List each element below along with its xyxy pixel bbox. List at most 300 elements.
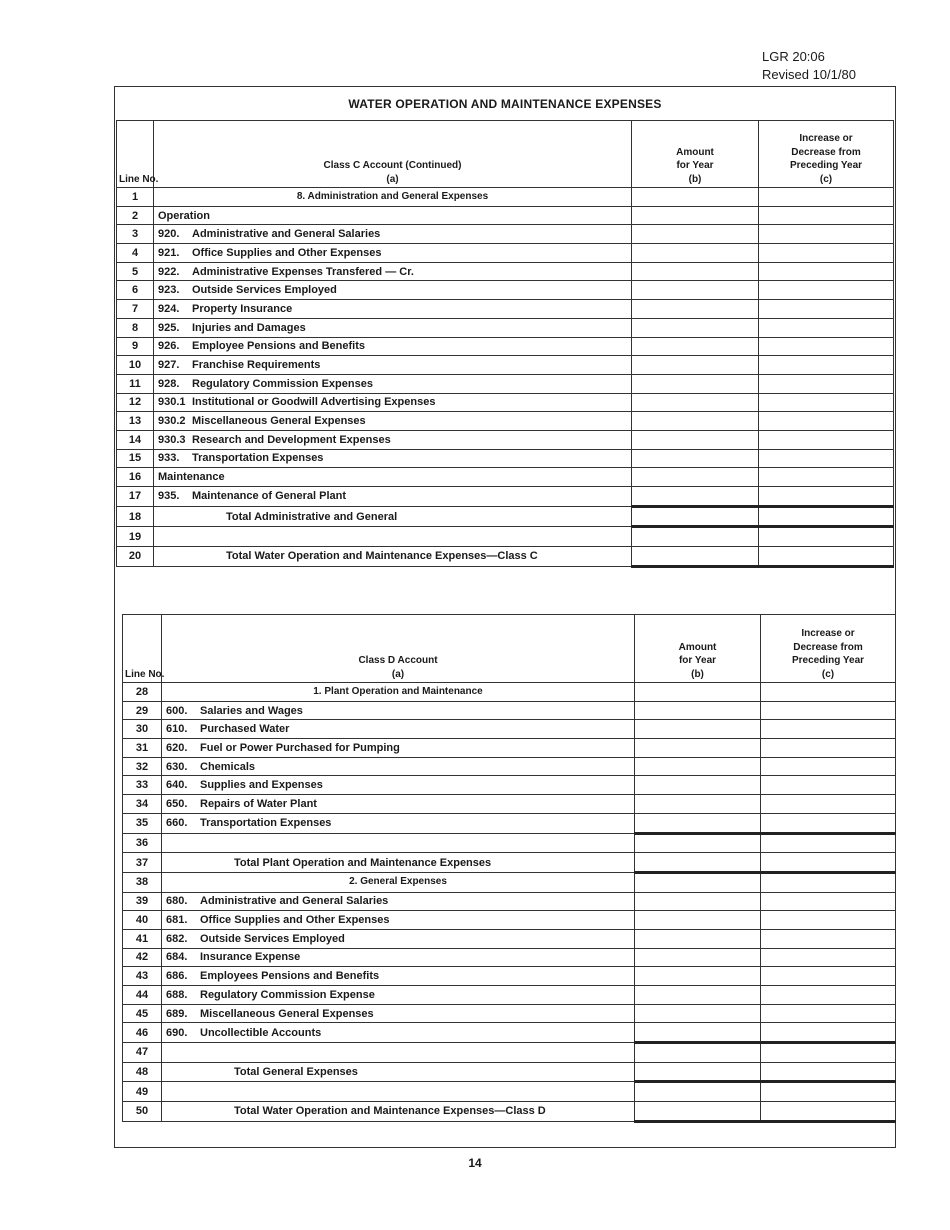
line-number: 36 — [123, 833, 162, 853]
account-label: Miscellaneous General Expenses — [192, 415, 366, 428]
account-description — [162, 833, 635, 853]
account-description — [162, 853, 635, 873]
table-row — [123, 833, 896, 853]
table-row — [117, 225, 894, 244]
amount-cell[interactable] — [635, 1062, 761, 1082]
account-label: Outside Services Employed — [200, 932, 345, 945]
account-description — [162, 739, 635, 758]
account-code: 925. — [158, 321, 180, 334]
account-code: 688. — [166, 988, 188, 1001]
account-label: Total Water Operation and Maintenance Expenses—Class C — [226, 550, 538, 563]
amount-header-label: Amount for Year — [676, 146, 714, 171]
amount-cell[interactable] — [635, 1082, 761, 1102]
amount-cell[interactable] — [635, 1043, 761, 1063]
account-code: 928. — [158, 377, 180, 390]
table-row — [123, 1004, 896, 1023]
account-code: 620. — [166, 741, 188, 754]
amount-cell[interactable] — [632, 393, 759, 412]
amount-cell[interactable] — [632, 225, 759, 244]
account-description — [162, 967, 635, 986]
increase-cell[interactable] — [759, 225, 894, 244]
account-label: Total General Expenses — [234, 1066, 358, 1079]
account-description — [154, 527, 632, 547]
increase-header — [761, 615, 896, 683]
line-number: 3 — [117, 225, 154, 244]
account-code: 930.3 — [158, 433, 186, 446]
table-row — [123, 948, 896, 967]
account-label: Injuries and Damages — [192, 321, 306, 334]
increase-cell[interactable] — [759, 468, 894, 487]
account-label: Salaries and Wages — [200, 704, 303, 717]
amount-cell[interactable] — [635, 929, 761, 948]
account-label: Repairs of Water Plant — [200, 797, 317, 810]
account-label: Institutional or Goodwill Advertising Expenses — [192, 396, 436, 409]
increase-cell[interactable] — [759, 318, 894, 337]
table-row — [117, 188, 894, 207]
line-number: 37 — [123, 853, 162, 873]
table-row — [117, 374, 894, 393]
account-description — [154, 318, 632, 337]
amount-cell[interactable] — [635, 701, 761, 720]
increase-cell[interactable] — [761, 1043, 896, 1063]
line-number: 18 — [117, 506, 154, 527]
table-row — [117, 281, 894, 300]
table-row — [117, 300, 894, 319]
amount-cell[interactable] — [635, 967, 761, 986]
increase-cell[interactable] — [761, 872, 896, 892]
line-number: 7 — [117, 300, 154, 319]
table-row — [123, 911, 896, 930]
table-row — [123, 683, 896, 702]
table-row — [123, 892, 896, 911]
account-description — [162, 1004, 635, 1023]
account-code: 922. — [158, 265, 180, 278]
account-label: Office Supplies and Other Expenses — [200, 914, 390, 927]
table-row — [117, 527, 894, 547]
increase-cell[interactable] — [761, 757, 896, 776]
line-number: 43 — [123, 967, 162, 986]
account-code: 686. — [166, 970, 188, 983]
account-label: Employees Pensions and Benefits — [200, 970, 380, 983]
amount-cell[interactable] — [635, 833, 761, 853]
line-no-header: Line No. — [117, 121, 154, 188]
table-row — [117, 506, 894, 527]
account-code: 640. — [166, 779, 188, 792]
table-row — [117, 393, 894, 412]
table-row — [123, 1043, 896, 1063]
account-label: Insurance Expense — [200, 951, 301, 964]
table-row — [123, 757, 896, 776]
increase-cell[interactable] — [761, 1062, 896, 1082]
amount-cell[interactable] — [632, 506, 759, 527]
account-label: 8. Administration and General Expenses — [296, 190, 489, 202]
account-description — [162, 701, 635, 720]
account-description — [162, 1023, 635, 1043]
line-number: 45 — [123, 1004, 162, 1023]
amount-cell[interactable] — [635, 986, 761, 1005]
table-row — [117, 244, 894, 263]
increase-cell[interactable] — [759, 547, 894, 567]
amount-cell[interactable] — [632, 547, 759, 567]
line-number: 1 — [117, 188, 154, 207]
account-description — [154, 506, 632, 527]
account-description — [154, 449, 632, 468]
table-row — [123, 986, 896, 1005]
increase-cell[interactable] — [761, 720, 896, 739]
account-label: Property Insurance — [192, 302, 293, 315]
increase-cell[interactable] — [761, 739, 896, 758]
line-number: 42 — [123, 948, 162, 967]
line-number: 17 — [117, 487, 154, 507]
account-code: 921. — [158, 246, 180, 259]
table-row — [117, 547, 894, 567]
line-number: 8 — [117, 318, 154, 337]
account-code: 682. — [166, 932, 188, 945]
account-label: Outside Services Employed — [192, 284, 337, 297]
amount-header-sub: (b) — [691, 668, 704, 680]
increase-cell[interactable] — [759, 374, 894, 393]
increase-cell[interactable] — [759, 449, 894, 468]
line-number: 13 — [117, 412, 154, 431]
account-description — [154, 244, 632, 263]
table-row — [123, 1062, 896, 1082]
line-number: 12 — [117, 393, 154, 412]
account-description — [162, 1082, 635, 1102]
account-label: Maintenance — [158, 471, 225, 484]
table-row — [123, 739, 896, 758]
increase-cell[interactable] — [759, 506, 894, 527]
account-label: Regulatory Commission Expense — [200, 988, 375, 1001]
line-number: 2 — [117, 206, 154, 225]
line-number: 28 — [123, 683, 162, 702]
account-label: Purchased Water — [200, 723, 290, 736]
increase-cell[interactable] — [759, 393, 894, 412]
account-label: Franchise Requirements — [192, 359, 321, 372]
increase-cell[interactable] — [759, 262, 894, 281]
increase-header — [759, 121, 894, 188]
account-header-sub: (a) — [386, 173, 399, 185]
increase-cell[interactable] — [761, 1004, 896, 1023]
line-number: 14 — [117, 430, 154, 449]
line-number: 4 — [117, 244, 154, 263]
amount-cell[interactable] — [632, 244, 759, 263]
amount-cell[interactable] — [635, 720, 761, 739]
account-code: 926. — [158, 340, 180, 353]
increase-cell[interactable] — [761, 833, 896, 853]
account-label: Regulatory Commission Expenses — [192, 377, 373, 390]
increase-cell[interactable] — [759, 356, 894, 375]
increase-cell[interactable] — [759, 244, 894, 263]
increase-cell[interactable] — [761, 967, 896, 986]
account-description — [154, 547, 632, 567]
line-number: 41 — [123, 929, 162, 948]
line-number: 46 — [123, 1023, 162, 1043]
increase-cell[interactable] — [761, 911, 896, 930]
account-description — [154, 374, 632, 393]
account-description — [162, 892, 635, 911]
account-label: Employee Pensions and Benefits — [192, 340, 365, 353]
account-code: 680. — [166, 895, 188, 908]
account-description — [154, 430, 632, 449]
amount-cell[interactable] — [632, 449, 759, 468]
account-description — [154, 300, 632, 319]
account-label: Supplies and Expenses — [200, 779, 323, 792]
account-header-label: Class D Account — [358, 655, 438, 666]
amount-cell[interactable] — [632, 487, 759, 507]
line-number: 16 — [117, 468, 154, 487]
amount-cell[interactable] — [632, 337, 759, 356]
increase-cell[interactable] — [761, 1102, 896, 1122]
line-number: 9 — [117, 337, 154, 356]
amount-cell[interactable] — [632, 318, 759, 337]
amount-cell[interactable] — [635, 1004, 761, 1023]
amount-cell[interactable] — [632, 262, 759, 281]
increase-cell[interactable] — [761, 813, 896, 833]
line-number: 10 — [117, 356, 154, 375]
line-number: 32 — [123, 757, 162, 776]
table-row — [117, 468, 894, 487]
table-row — [123, 1102, 896, 1122]
table-row — [123, 853, 896, 873]
amount-cell[interactable] — [632, 527, 759, 547]
account-code: 610. — [166, 723, 188, 736]
line-number: 40 — [123, 911, 162, 930]
amount-cell[interactable] — [635, 813, 761, 833]
amount-cell[interactable] — [635, 1023, 761, 1043]
account-description — [154, 281, 632, 300]
line-number: 20 — [117, 547, 154, 567]
account-code: 650. — [166, 797, 188, 810]
account-code: 684. — [166, 951, 188, 964]
increase-header-label: Increase or Decrease from Preceding Year — [791, 628, 865, 666]
line-number: 49 — [123, 1082, 162, 1102]
account-label: Research and Development Expenses — [192, 433, 391, 446]
table-row — [123, 1023, 896, 1043]
account-description — [162, 1043, 635, 1063]
account-code: 920. — [158, 228, 180, 241]
increase-cell[interactable] — [761, 892, 896, 911]
account-description — [162, 929, 635, 948]
amount-cell[interactable] — [635, 739, 761, 758]
account-description — [162, 1062, 635, 1082]
form-id: LGR 20:06 — [762, 49, 825, 64]
account-description — [154, 337, 632, 356]
amount-cell[interactable] — [635, 872, 761, 892]
account-description — [162, 813, 635, 833]
revision-date: Revised 10/1/80 — [762, 67, 856, 82]
account-description — [154, 468, 632, 487]
amount-cell[interactable] — [635, 776, 761, 795]
line-number: 31 — [123, 739, 162, 758]
amount-cell[interactable] — [635, 1102, 761, 1122]
increase-cell[interactable] — [761, 948, 896, 967]
line-number: 34 — [123, 795, 162, 814]
account-header — [154, 121, 632, 188]
increase-header-label: Increase or Decrease from Preceding Year — [789, 133, 863, 171]
increase-cell[interactable] — [761, 776, 896, 795]
table-row — [117, 430, 894, 449]
account-code: 681. — [166, 914, 188, 927]
line-number: 44 — [123, 986, 162, 1005]
account-code: 660. — [166, 817, 188, 830]
table-row — [123, 701, 896, 720]
amount-cell[interactable] — [632, 374, 759, 393]
increase-cell[interactable] — [759, 487, 894, 507]
account-description — [154, 188, 632, 207]
increase-header-sub: (c) — [821, 668, 835, 680]
account-label: Office Supplies and Other Expenses — [192, 246, 382, 259]
account-code: 933. — [158, 452, 180, 465]
amount-header — [632, 121, 759, 188]
table-row — [123, 1082, 896, 1102]
account-code: 935. — [158, 490, 180, 503]
amount-cell[interactable] — [632, 188, 759, 207]
increase-header-sub: (c) — [819, 173, 833, 185]
table-row — [117, 449, 894, 468]
amount-cell[interactable] — [635, 683, 761, 702]
account-code: 930.2 — [158, 415, 186, 428]
account-description — [154, 356, 632, 375]
account-description — [162, 720, 635, 739]
increase-cell[interactable] — [759, 206, 894, 225]
amount-cell[interactable] — [635, 757, 761, 776]
class-d-table — [122, 614, 896, 1123]
line-number: 33 — [123, 776, 162, 795]
table-row — [123, 872, 896, 892]
table-row — [117, 337, 894, 356]
account-description — [162, 948, 635, 967]
table-row — [117, 318, 894, 337]
account-description — [154, 262, 632, 281]
account-label: Total Water Operation and Maintenance Expenses—Class D — [234, 1105, 546, 1118]
line-number: 48 — [123, 1062, 162, 1082]
account-code: 630. — [166, 760, 188, 773]
increase-cell[interactable] — [761, 1023, 896, 1043]
account-label: Transportation Expenses — [200, 817, 332, 830]
account-label: Miscellaneous General Expenses — [200, 1007, 374, 1020]
increase-cell[interactable] — [761, 986, 896, 1005]
line-no-header: Line No. — [123, 615, 162, 683]
line-number: 5 — [117, 262, 154, 281]
table-row — [123, 813, 896, 833]
amount-cell[interactable] — [635, 853, 761, 873]
account-code: 923. — [158, 284, 180, 297]
account-label: Total Plant Operation and Maintenance Expenses — [234, 856, 492, 869]
account-code: 924. — [158, 302, 180, 315]
account-label: Maintenance of General Plant — [192, 490, 347, 503]
account-label: 1. Plant Operation and Maintenance — [313, 685, 483, 697]
increase-cell[interactable] — [761, 701, 896, 720]
account-description — [162, 986, 635, 1005]
account-code: 689. — [166, 1007, 188, 1020]
line-number: 47 — [123, 1043, 162, 1063]
increase-cell[interactable] — [761, 1082, 896, 1102]
account-description — [154, 487, 632, 507]
amount-cell[interactable] — [632, 206, 759, 225]
account-label: Operation — [158, 209, 210, 222]
account-description — [162, 1102, 635, 1122]
increase-cell[interactable] — [759, 412, 894, 431]
line-number: 30 — [123, 720, 162, 739]
amount-cell[interactable] — [632, 356, 759, 375]
account-header-label: Class C Account (Continued) — [323, 160, 462, 171]
account-label: Administrative and General Salaries — [200, 895, 389, 908]
amount-cell[interactable] — [632, 468, 759, 487]
amount-cell[interactable] — [632, 412, 759, 431]
amount-header-sub: (b) — [688, 173, 702, 185]
account-code: 600. — [166, 704, 188, 717]
increase-cell[interactable] — [761, 929, 896, 948]
amount-cell[interactable] — [635, 892, 761, 911]
table-row — [117, 487, 894, 507]
line-number: 38 — [123, 872, 162, 892]
amount-cell[interactable] — [632, 430, 759, 449]
increase-cell[interactable] — [759, 527, 894, 547]
account-label: 2. General Expenses — [349, 876, 447, 888]
account-code: 930.1 — [158, 396, 186, 409]
account-description — [162, 776, 635, 795]
page-title: WATER OPERATION AND MAINTENANCE EXPENSES — [348, 97, 662, 111]
account-code: 690. — [166, 1026, 188, 1039]
account-label: Chemicals — [200, 760, 256, 773]
page-number: 14 — [468, 1156, 482, 1170]
line-number: 15 — [117, 449, 154, 468]
account-description — [162, 911, 635, 930]
amount-cell[interactable] — [635, 795, 761, 814]
line-number: 6 — [117, 281, 154, 300]
account-description — [162, 683, 635, 702]
line-number: 29 — [123, 701, 162, 720]
account-description — [162, 872, 635, 892]
account-description — [162, 795, 635, 814]
line-number: 39 — [123, 892, 162, 911]
table-row — [123, 929, 896, 948]
increase-cell[interactable] — [759, 281, 894, 300]
account-label: Administrative Expenses Transfered — Cr. — [192, 265, 414, 278]
amount-cell[interactable] — [632, 281, 759, 300]
line-number: 50 — [123, 1102, 162, 1122]
amount-cell[interactable] — [635, 948, 761, 967]
increase-cell[interactable] — [759, 337, 894, 356]
account-header — [162, 615, 635, 683]
increase-cell[interactable] — [761, 853, 896, 873]
account-label: Uncollectible Accounts — [200, 1026, 322, 1039]
amount-header-label: Amount for Year — [678, 641, 717, 666]
table-row — [123, 967, 896, 986]
account-description — [154, 393, 632, 412]
line-number: 19 — [117, 527, 154, 547]
account-description — [154, 412, 632, 431]
increase-cell[interactable] — [761, 795, 896, 814]
table-row — [123, 720, 896, 739]
account-label: Total Administrative and General — [226, 510, 398, 523]
line-number: 35 — [123, 813, 162, 833]
table-row — [123, 776, 896, 795]
account-description — [154, 225, 632, 244]
table-row — [117, 356, 894, 375]
increase-cell[interactable] — [759, 430, 894, 449]
account-label: Administrative and General Salaries — [192, 228, 381, 241]
increase-cell[interactable] — [761, 683, 896, 702]
amount-cell[interactable] — [632, 300, 759, 319]
increase-cell[interactable] — [759, 300, 894, 319]
increase-cell[interactable] — [759, 188, 894, 207]
line-number: 11 — [117, 374, 154, 393]
class-c-table — [116, 120, 894, 568]
account-code: 927. — [158, 359, 180, 372]
account-header-sub: (a) — [391, 668, 405, 680]
amount-cell[interactable] — [635, 911, 761, 930]
